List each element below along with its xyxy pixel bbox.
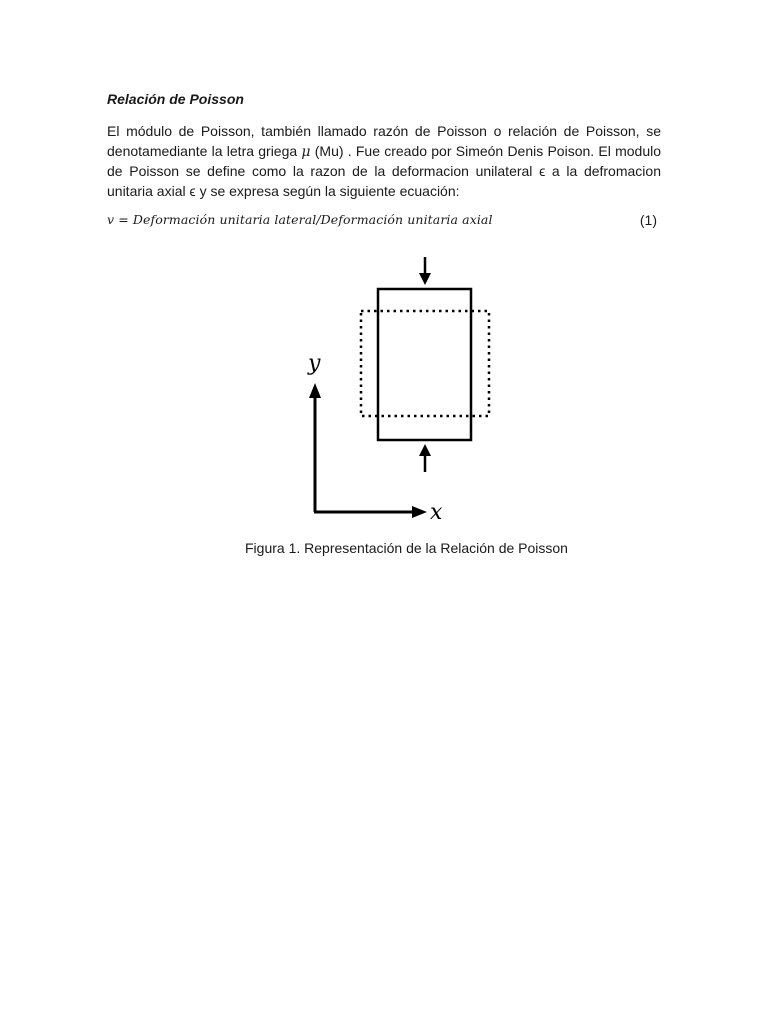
x-axis-arrow <box>314 506 427 518</box>
body-paragraph <box>107 122 661 201</box>
mu-symbol: μ <box>301 143 311 160</box>
section-heading: Relación de Poisson <box>107 91 244 107</box>
poisson-figure <box>290 245 510 535</box>
bottom-force-arrow <box>419 444 431 472</box>
epsilon-symbol-2: ϵ <box>189 182 196 199</box>
paragraph-text-3: a la defromacion unitaria axial <box>107 163 661 199</box>
top-force-arrow <box>419 257 431 285</box>
y-axis-arrow <box>309 383 321 512</box>
epsilon-symbol-1: ϵ <box>539 163 546 179</box>
poisson-diagram <box>290 245 510 535</box>
y-axis-label: y <box>308 351 321 376</box>
x-axis-label: x <box>430 500 443 525</box>
equation-number: (1) <box>639 212 657 228</box>
equation-row <box>107 212 661 232</box>
figure-caption: Figura 1. Representación de la Relación de Poisson <box>245 540 568 556</box>
poisson-equation: v = Deformación unitaria lateral/Deformación unitaria axial <box>107 212 493 227</box>
paragraph-text-2: (Mu) . Fue creado por Simeón Denis Poison. El modulo de Poisson se define como la razon de la deformacion unilateral <box>107 142 661 179</box>
paragraph-text-4: y se expresa según la siguiente ecuación: <box>195 182 460 199</box>
paragraph-text-1: El módulo de Poisson, también llamado razón de Poisson o relación de Poisson, se denotamediante la letra griega <box>107 123 661 159</box>
original-shape-outline <box>378 289 471 440</box>
